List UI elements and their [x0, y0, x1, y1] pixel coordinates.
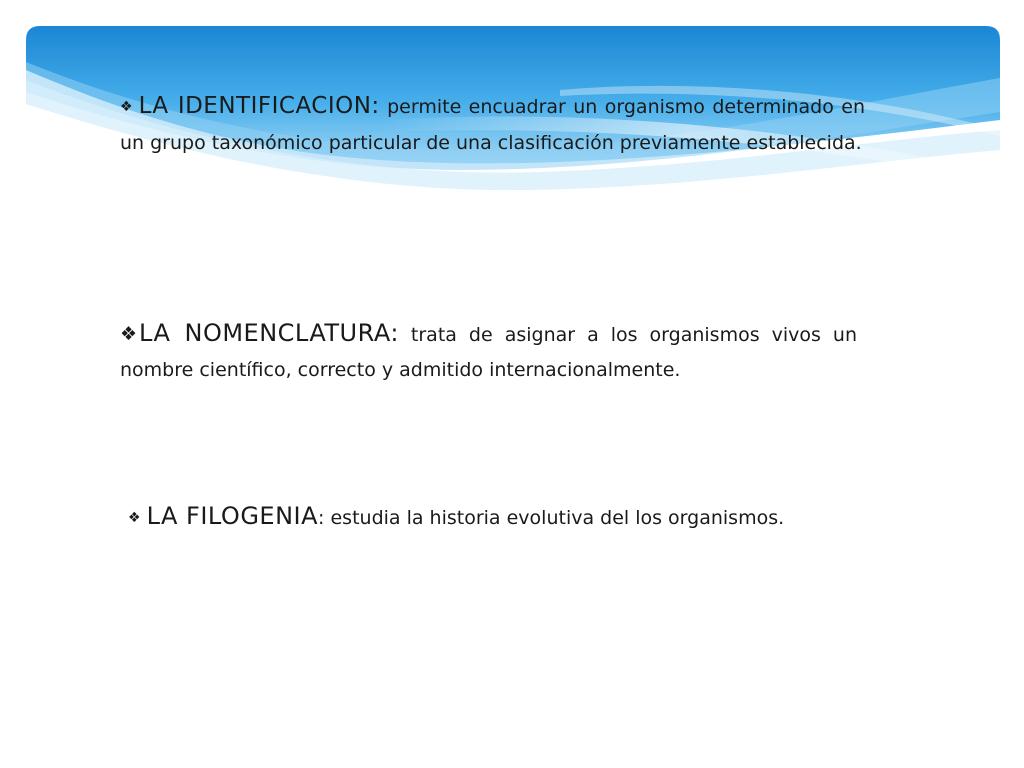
- diamond-bullet-icon: ❖: [120, 323, 138, 345]
- item-identificacion: [120, 88, 865, 161]
- item-description: permite encuadrar un organismo determinado en un grupo taxonómico particular de una clasificación previamente establecida.: [120, 96, 865, 154]
- item-filogenia: [128, 498, 865, 536]
- diamond-bullet-icon: ❖: [128, 510, 141, 526]
- item-description: trata de asignar a los organismos vivos un nombre científico, correcto y admitido internacionalmente.: [120, 324, 857, 381]
- item-separator: :: [318, 507, 325, 529]
- item-term: LA NOMENCLATURA:: [139, 319, 399, 347]
- item-description: estudia la historia evolutiva del los organismos.: [330, 507, 785, 529]
- item-nomenclatura: [120, 316, 857, 388]
- diamond-bullet-icon: ❖: [120, 99, 133, 115]
- item-term: LA IDENTIFICACION:: [138, 93, 380, 119]
- item-term: LA FILOGENIA: [146, 502, 319, 530]
